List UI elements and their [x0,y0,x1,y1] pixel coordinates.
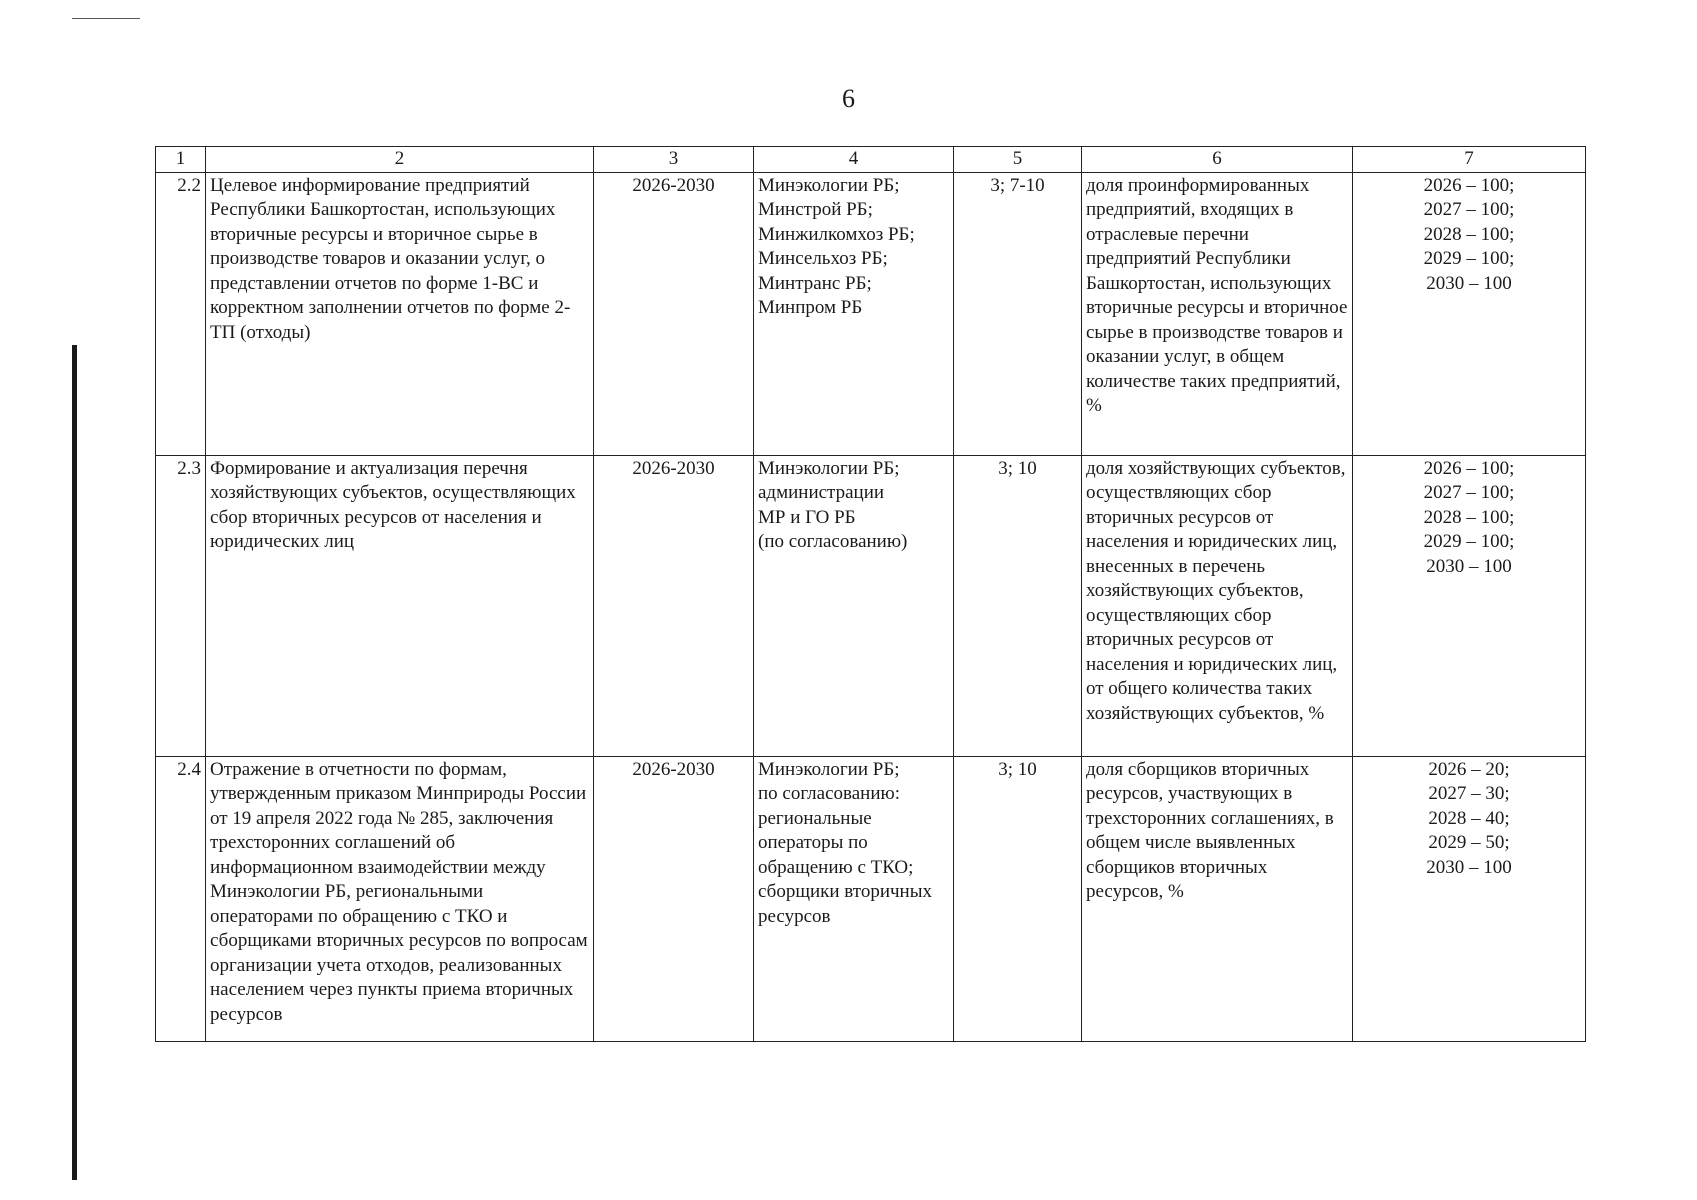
table-row [156,172,1586,455]
target-value: 2030 – 100 [1426,272,1512,294]
target-values [1353,756,1586,1041]
target-value: 2028 – 100; [1423,506,1515,528]
header-cell-3: 3 [594,147,754,173]
responsible-line: Минстрой РБ; [758,199,873,220]
target-value: 2027 – 30; [1428,783,1510,804]
responsible-line: Минтранс РБ; [758,272,872,294]
target-values [1353,172,1586,455]
criteria: 3; 10 [954,756,1082,1041]
responsible [754,172,954,455]
indicator-text: доля сборщиков вторичных ресурсов, участвующих в трехсторонних соглашениях, в общем числе выявленных сборщиков вторичных ресурсов, % [1082,756,1353,1041]
target-value: 2028 – 100; [1423,223,1515,245]
scan-bar-left [72,345,77,1180]
page-number: 6 [842,84,855,113]
measure-text: Формирование и актуализация перечня хозяйствующих субъектов, осуществляющих сбор вторичных ресурсов от населения и юридических лиц [206,455,594,756]
target-value: 2029 – 100; [1423,248,1515,269]
target-value: 2027 – 100; [1423,199,1515,220]
measure-text: Отражение в отчетности по формам, утвержденным приказом Минприроды России от 19 апреля 2022 года № 285, заключения трехсторонних соглашений об информационном взаимодействии между Минэкологии РБ, региональными операторами по обращению с ТКО и сборщиками вторичных ресурсов по вопросам организации учета отходов, реализованных населением через пункты приема вторичных ресурсов [206,756,594,1041]
measures-table [155,146,1586,1042]
period: 2026-2030 [594,172,754,455]
target-value: 2030 – 100 [1426,856,1512,878]
responsible-line: МР и ГО РБ [758,506,856,528]
responsible-line: обращению с ТКО; [758,856,914,878]
responsible-line: Минэкологии РБ; [758,457,900,479]
target-value: 2029 – 100; [1423,531,1515,552]
row-number: 2.2 [156,172,206,455]
period: 2026-2030 [594,756,754,1041]
header-row [156,147,1586,173]
period: 2026-2030 [594,455,754,756]
responsible-line: ресурсов [758,905,831,927]
responsible-line: Минжилкомхоз РБ; [758,223,915,245]
responsible [754,455,954,756]
target-value: 2030 – 100 [1426,555,1512,577]
target-value: 2028 – 40; [1428,807,1510,829]
header-cell-1: 1 [156,147,206,173]
target-values [1353,455,1586,756]
responsible [754,756,954,1041]
target-value: 2026 – 20; [1428,758,1510,780]
responsible-line: региональные [758,807,872,829]
criteria: 3; 10 [954,455,1082,756]
responsible-line: по согласованию: [758,783,900,804]
table-row [156,756,1586,1041]
target-value: 2026 – 100; [1423,457,1515,479]
responsible-line: операторы по [758,832,868,853]
responsible-line: Минпром РБ [758,297,863,318]
responsible-line: администрации [758,482,885,503]
target-value: 2029 – 50; [1428,832,1510,853]
responsible-line: Минсельхоз РБ; [758,248,888,269]
header-cell-2: 2 [206,147,594,173]
header-cell-5: 5 [954,147,1082,173]
target-value: 2027 – 100; [1423,482,1515,503]
row-number: 2.4 [156,756,206,1041]
responsible-line: (по согласованию) [758,531,908,552]
indicator-text: доля проинформированных предприятий, входящих в отраслевые перечни предприятий Республики Башкортостан, использующих вторичные ресурсы и вторичное сырье в производстве товаров и оказании услуг, в общем количестве таких предприятий, % [1082,172,1353,455]
row-number: 2.3 [156,455,206,756]
table-row [156,455,1586,756]
responsible-line: сборщики вторичных [758,881,932,902]
header-cell-4: 4 [754,147,954,173]
responsible-line: Минэкологии РБ; [758,758,900,780]
header-cell-7: 7 [1353,147,1586,173]
target-value: 2026 – 100; [1423,174,1515,196]
measure-text: Целевое информирование предприятий Республики Башкортостан, использующих вторичные ресурсы и вторичное сырье в производстве товаров и оказании услуг, о представлении отчетов по форме 1-ВС и корректном заполнении отчетов по форме 2-ТП (отходы) [206,172,594,455]
responsible-line: Минэкологии РБ; [758,174,900,196]
criteria: 3; 7-10 [954,172,1082,455]
indicator-text: доля хозяйствующих субъектов, осуществляющих сбор вторичных ресурсов от населения и юридических лиц, внесенных в перечень хозяйствующих субъектов, осуществляющих сбор вторичных ресурсов от населения и юридических лиц, от общего количества таких хозяйствующих субъектов, % [1082,455,1353,756]
header-cell-6: 6 [1082,147,1353,173]
scan-mark-top [72,18,140,19]
